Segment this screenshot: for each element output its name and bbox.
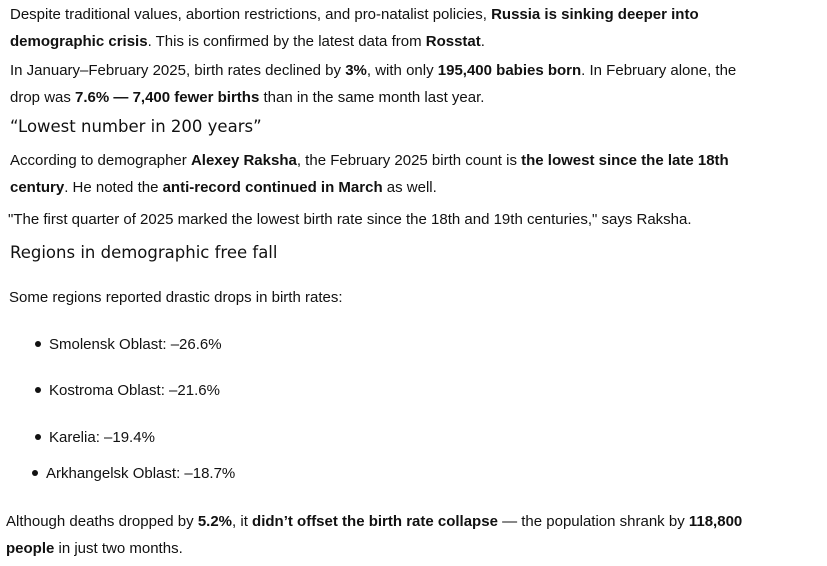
text: drop was	[10, 89, 76, 106]
section-heading-lowest-number: “Lowest number in 200 years”	[10, 117, 262, 136]
raksha-paragraph-line-2	[10, 174, 437, 201]
emphasis: Alexey Raksha	[190, 152, 297, 169]
emphasis: Rosstat	[425, 33, 481, 50]
section-heading-regions: Regions in demographic free fall	[10, 243, 278, 262]
text: In January–February 2025, birth rates declined by	[10, 62, 346, 79]
list-item	[35, 381, 220, 401]
bullet	[35, 434, 41, 440]
closing-paragraph-line-2	[6, 535, 183, 562]
emphasis: didn’t offset the birth rate collapse	[252, 513, 498, 530]
text: — the population shrank by	[497, 513, 689, 530]
list-item	[35, 335, 222, 355]
text: as well.	[382, 179, 437, 196]
intro-paragraph-2-line-1	[10, 57, 736, 84]
emphasis: 195,400 babies born	[437, 62, 582, 79]
list-item-text: Smolensk Oblast: –26.6%	[49, 336, 222, 353]
text: , the February 2025 birth count is	[296, 152, 522, 169]
bullet	[32, 470, 38, 476]
regions-intro: Some regions reported drastic drops in birth rates:	[9, 289, 343, 306]
list-item	[32, 464, 235, 484]
emphasis: century	[10, 179, 65, 196]
emphasis: 118,800	[688, 513, 743, 530]
emphasis: 3%	[345, 62, 367, 79]
emphasis: 7.6% — 7,400 fewer births	[75, 89, 260, 106]
text: in just two months.	[54, 540, 183, 557]
text: According to demographer	[10, 152, 191, 169]
raksha-quote: "The first quarter of 2025 marked the lowest birth rate since the 18th and 19th centuries," says Raksha.	[8, 211, 692, 228]
intro-paragraph-2-line-2	[10, 84, 484, 111]
list-item-text: Kostroma Oblast: –21.6%	[49, 382, 220, 399]
bullet	[35, 341, 41, 347]
text: Despite traditional values, abortion restrictions, and pro-natalist policies,	[10, 6, 492, 23]
emphasis: 5.2%	[197, 513, 233, 530]
text: . In February alone, the	[581, 62, 737, 79]
text: . This is confirmed by the latest data from	[147, 33, 426, 50]
text: than in the same month last year.	[259, 89, 485, 106]
text: . He noted the	[64, 179, 163, 196]
raksha-paragraph-line-1	[10, 147, 729, 174]
emphasis: people	[6, 540, 55, 557]
bullet	[35, 387, 41, 393]
text: , with only	[366, 62, 438, 79]
intro-paragraph-1-line-2	[10, 28, 485, 55]
text: .	[480, 33, 485, 50]
emphasis: the lowest since the late 18th	[521, 152, 729, 169]
emphasis: Russia is sinking deeper into	[491, 6, 699, 23]
intro-paragraph-1-line-1	[10, 1, 699, 28]
closing-paragraph-line-1	[6, 508, 742, 535]
list-item-text: Arkhangelsk Oblast: –18.7%	[46, 465, 236, 482]
list-item-text: Karelia: –19.4%	[49, 429, 155, 446]
text: Although deaths dropped by	[6, 513, 198, 530]
list-item	[35, 428, 155, 448]
emphasis: demographic crisis	[10, 33, 148, 50]
text: , it	[232, 513, 253, 530]
emphasis: anti-record continued in March	[162, 179, 383, 196]
